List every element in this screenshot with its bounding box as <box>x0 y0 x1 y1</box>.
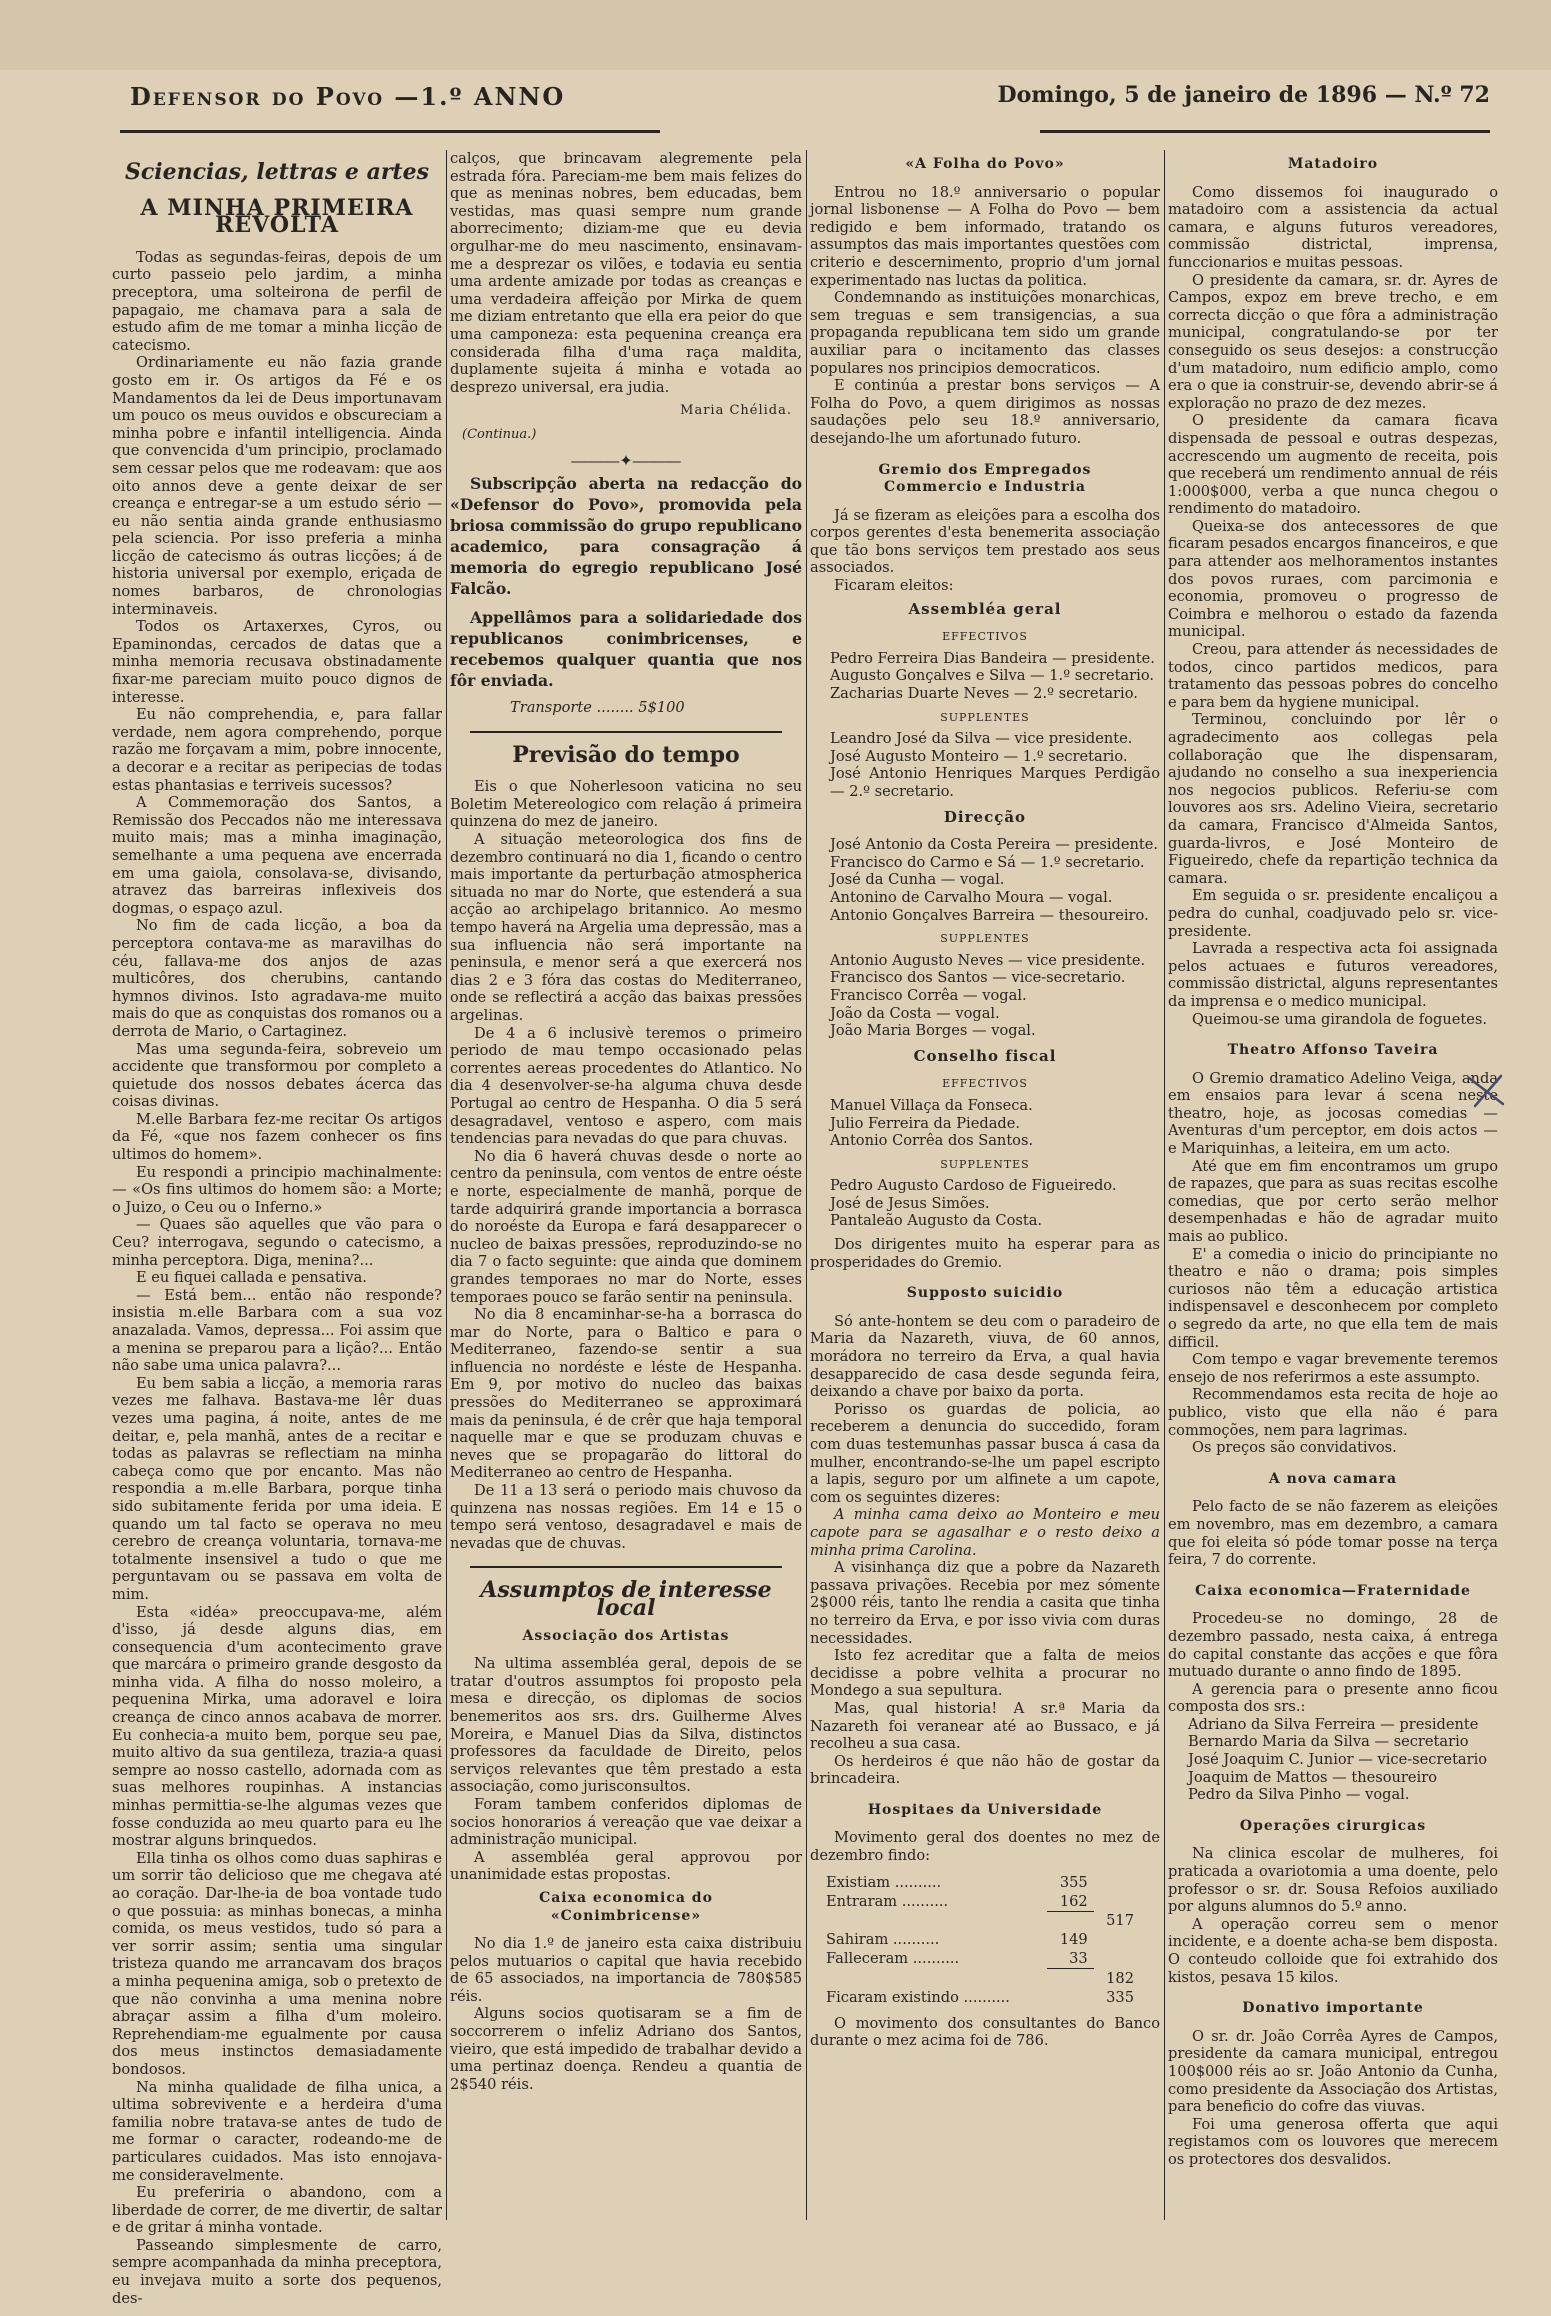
paragraph: Mas uma segunda-feira, sobreveio um accidente que transformou por completo a quietude dos nossos debates ácerca das coisas divinas. <box>112 1040 442 1111</box>
paragraph: Movimento geral dos doentes no mez de dezembro findo: <box>810 1829 1160 1865</box>
table-cell <box>1094 1949 1140 1969</box>
matadoiro-title: Matadoiro <box>1287 156 1379 172</box>
paragraph: Eis o que Noherlesoon vaticina no seu Boletim Metereologico com relação á primeira quinzena do mez de janeiro. <box>450 778 802 831</box>
names-list <box>1168 1716 1498 1804</box>
paragraph: A operação correu sem o menor incidente, e a doente acha-se bem disposta. O conteudo colloide que foi extrahido dos kistos, pesava 15 kilos. <box>1168 1915 1498 1986</box>
table-cell: Entraram .......... <box>826 1892 949 1910</box>
list-item: Antonio Gonçalves Barreira — thesoureiro. <box>830 906 1149 924</box>
paragraph: Condemnando as instituições monarchicas, sem treguas e sem transigencias, a sua propaganda republicana tem sido um grande auxiliar para o incitamento das classes populares nos principios democraticos. <box>810 289 1160 377</box>
table-cell <box>1047 1988 1093 2007</box>
newspaper-title: Defensor do Povo —1.º ANNO <box>130 82 566 111</box>
table-cell <box>1094 1892 1140 1912</box>
list-item: Francisco do Carmo e Sá — 1.º secretario. <box>830 853 1145 871</box>
conselho-heading: Conselho fiscal <box>913 1046 1057 1065</box>
table-cell: 33 <box>1047 1949 1093 1969</box>
supplentes-label: SUPPLENTES <box>940 1157 1030 1171</box>
table-cell: Existiam .......... <box>826 1873 942 1891</box>
paragraph: Procedeu-se no domingo, 28 de dezembro passado, nesta caixa, á entrega do capital constante das acções e que fôra mutuado durante o anno findo de 1895. <box>1168 1610 1498 1681</box>
operacoes-title: Operações cirurgicas <box>1239 1817 1427 1834</box>
interest-title: Assumptos de interesse local <box>480 1577 772 1621</box>
column-4 <box>1168 150 1498 2230</box>
gremio-title <box>810 462 1160 497</box>
paragraph: Os herdeiros é que não hão de gostar da brincadeira. <box>810 1752 1160 1788</box>
list-item: José Antonio Henriques Marques Perdigão — 2.º secretario. <box>830 765 1160 800</box>
paragraph: E continúa a prestar bons serviços — A Folha do Povo, a quem dirigimos as nossas saudações pelo seu 18.º anniversario, desejando-lhe um afortunado futuro. <box>810 377 1160 447</box>
paragraph: Terminou, concluindo por lêr o agradecimento aos collegas pela collaboração que lhe dispensaram, ajudando no conselho a sua inexperiencia nos negocios publicos. Referiu-se com louvores aos srs. Adelino Vieira, secretario da camara, Francisco d'Almeida Santos, guarda-livros, e José Monteiro de Figueiredo, chefe da repartição technica da camara. <box>1168 711 1498 887</box>
paragraph: A assembléa geral approvou por unanimidade estas propostas. <box>450 1848 802 1884</box>
names-list <box>810 952 1160 1040</box>
paragraph: De 4 a 6 inclusivè teremos o primeiro periodo de mau tempo occasionado pelas correntes aereas procedentes do Atlantico. No dia 4 desenvolver-se-ha alguma chuva desde Portugal ao centro de Hespanha. O dia 5 será desagradavel, ventoso e aspero, com mais tendencias para nevadas do que para chuvas. <box>450 1024 802 1148</box>
folha-title: «A Folha do Povo» <box>905 156 1065 172</box>
caixa-title-line1: Caixa economica do <box>539 1889 713 1906</box>
notice-paragraph: Subscripção aberta na redacção do «Defensor do Povo», promovida pela briosa commissão do grupo republicano academico, para consagração á memoria do egregio republicano José Falcão. <box>450 474 802 599</box>
divider <box>470 1566 782 1568</box>
donativo-title: Donativo importante <box>1242 2000 1424 2017</box>
list-item: Antonino de Carvalho Moura — vogal. <box>830 888 1113 906</box>
paragraph: De 11 a 13 será o periodo mais chuvoso da quinzena nas nossas regiões. Em 14 e 15 o tempo será ventoso, desagradavel e mais de nevadas que de chuvas. <box>450 1482 802 1552</box>
header-rule-right <box>1040 130 1490 133</box>
list-item: João da Costa — vogal. <box>830 1004 1000 1022</box>
paragraph: A visinhança diz que a pobre da Nazareth passava privações. Recebia por mez sómente 2$000 réis, tanto lhe rendia a casita que tinha no terreiro da Erva, e por isso vivia com duras necessidades. <box>810 1559 1160 1647</box>
artistas-title: Associação dos Artistas <box>522 1627 730 1644</box>
list-item: João Maria Borges — vogal. <box>830 1022 1036 1040</box>
table-cell <box>1094 1930 1140 1949</box>
masthead <box>130 82 1490 122</box>
supplentes-label: SUPPLENTES <box>940 932 1030 946</box>
table-row <box>820 1873 1140 1892</box>
list-item: Augusto Gonçalves e Silva — 1.º secretario. <box>830 667 1154 685</box>
section-title: Sciencias, lettras e artes <box>125 159 429 185</box>
subscription-notice <box>450 473 802 691</box>
gremio-title-line2: Commercio e Industria <box>883 479 1087 496</box>
paragraph: Queixa-se dos antecessores de que ficaram pesados encargos financeiros, e que para attender aos melhoramentos instantes dos povos ruraes, com parcimonia e economia, promoveu o progresso de Coimbra e melhorou o estado da fazenda municipal. <box>1168 517 1498 641</box>
list-item: Joaquim de Mattos — thesoureiro <box>1188 1768 1437 1786</box>
list-item: Pantaleão Augusto da Costa. <box>830 1212 1043 1230</box>
paragraph: Eu bem sabia a licção, a memoria raras vezes me falhava. Bastava-me lêr duas vezes uma pagina, á noite, antes de me deitar, e, pela manhã, antes de a recitar e todas as palavras se reflectiam na minha cabeça como que por encanto. Mas não respondia a m.elle Barbara, porque tinha sido subitamente ferida por uma ideia. E quando um tal facto se operava no meu cerebro de creança voluntaria, tornava-me totalmente insensivel a tudo o que me perguntavam ou se passava em volta de mim. <box>112 1374 442 1603</box>
paragraph: No dia 1.º de janeiro esta caixa distribuiu pelos mutuarios o capital que havia recebido de 65 associados, na importancia de 780$585 réis. <box>450 1935 802 2005</box>
paragraph: Na clinica escolar de mulheres, foi praticada a ovariotomia a uma doente, pelo professor o sr. dr. Sousa Refoios auxiliado por alguns alumnos do 5.º anno. <box>1168 1845 1498 1916</box>
transporte-value: 5$100 <box>638 699 685 717</box>
list-item: José Joaquim C. Junior — vice-secretario <box>1188 1751 1488 1769</box>
list-item: Pedro Augusto Cardoso de Figueiredo. <box>830 1177 1117 1195</box>
list-item: Adriano da Silva Ferreira — presidente <box>1188 1715 1479 1733</box>
paragraph: Foi uma generosa offerta que aqui registamos com os louvores que merecem os protectores dos desvalidos. <box>1168 2115 1498 2168</box>
table-cell: Ficaram existindo .......... <box>826 1988 1010 2006</box>
paragraph: No dia 8 encaminhar-se-ha a borrasca do mar do Norte, para o Baltico e para o Mediterraneo, fazendo-se sentir a sua influencia no nordéste e léste de Hespanha. Em 9, por motivo do nucleo das baixas pressões do Mediterraneo se approximará mais da peninsula, é de crêr que haja temporal naquelle mar e que se produzam chuvas e neves que se propagarão do littoral do Mediterraneo ao centro de Hespanha. <box>450 1306 802 1482</box>
column-1 <box>112 150 442 2307</box>
hospital-table <box>820 1873 1140 2007</box>
paragraph: Como dissemos foi inaugurado o matadoiro com a assistencia da actual camara, e alguns futuros vereadores, commissão districtal, imprensa, funccionarios e muitas pessoas. <box>1168 183 1498 271</box>
column-3 <box>810 150 1160 2230</box>
paragraph: Ficaram eleitos: <box>834 577 954 595</box>
paragraph: E eu fiquei callada e pensativa. <box>136 1269 367 1287</box>
paragraph: Os preços são convidativos. <box>1192 1439 1397 1457</box>
paragraph: No fim de cada licção, a boa da perceptora contava-me as maravilhas do céu, fallava-me dos anjos de azas multicôres, dos cherubins, cantando hymnos divinos. Isto agradava-me muito mais do que as conquistas dos romanos ou a derrota de Mario, o Cartaginez. <box>112 917 442 1040</box>
paragraph: E' a comedia o inicio do principiante no theatro e não o drama; pois simples curiosos não têm a educação artistica indispensavel e desconhecem por completo o segredo da arte, no que ella tem de mais difficil. <box>1168 1245 1498 1351</box>
list-item: Bernardo Maria da Silva — secretario <box>1188 1733 1469 1751</box>
paragraph: A minha cama deixo ao Monteiro e meu capote para se agasalhar e o resto deixo a minha prima Carolina. <box>810 1506 1160 1559</box>
list-item: Leandro José da Silva — vice presidente. <box>830 730 1133 748</box>
paragraph: Só ante-hontem se deu com o paradeiro de Maria da Nazareth, viuva, de 60 annos, morádora no terreiro da Erva, a qual havia desapparecido de casa desde segunda feira, deixando a chave por baixo da porta. <box>810 1312 1160 1401</box>
direccao-heading: Direcção <box>943 807 1027 826</box>
table-row <box>820 1892 1140 1912</box>
paragraph: Com tempo e vagar brevemente teremos ensejo de nos referirmos a este assumpto. <box>1168 1351 1498 1386</box>
gremio-title-line1: Gremio dos Empregados <box>878 461 1092 478</box>
names-list <box>810 1177 1160 1230</box>
names-list <box>810 730 1160 800</box>
paragraph: Eu não comprehendia, e, para fallar verdade, nem agora comprehendo, porque razão me forçavam a mim, pobre innocente, a decorar e a recitar as peripecias de todas estas phantasias e terriveis sucessos? <box>112 706 442 794</box>
list-item: Antonio Corrêa dos Santos. <box>830 1132 1034 1150</box>
paragraph: Porisso os guardas de policia, ao receberem a denuncia do succedido, foram com duas testemunhas passar busca á casa da mulher, encontrando-se-lhe um papel escripto a lapis, seguro por um alfinete a um capote, com os seguintes dizeres: <box>810 1400 1160 1506</box>
table-cell: 335 <box>1106 1988 1134 2006</box>
paragraph: A gerencia para o presente anno ficou composta dos srs.: <box>1168 1680 1498 1716</box>
weather-title: Previsão do tempo <box>512 741 740 768</box>
paragraph: Até que em fim encontramos um grupo de rapazes, que para as suas recitas escolhe comedias, que por certo serão melhor desempenhadas e hão de agradar muito mais ao publico. <box>1168 1157 1498 1246</box>
paragraph: Dos dirigentes muito ha esperar para as prosperidades do Gremio. <box>810 1236 1160 1271</box>
notice-paragraph: Appellâmos para a solidariedade dos republicanos conimbricenses, e recebemos qualquer quantia que nos fôr enviada. <box>450 608 802 691</box>
caixa-title <box>450 1890 802 1925</box>
camara-title: A nova camara <box>1268 1470 1398 1487</box>
names-list <box>810 836 1160 924</box>
list-item: José da Cunha — vogal. <box>830 871 1005 889</box>
paragraph: Isto fez acreditar que a falta de meios decidisse a pobre velhita a procurar no Mondego a sua sepultura. <box>810 1647 1160 1700</box>
column-rule-2 <box>806 150 807 2220</box>
assembleia-heading: Assembléa geral <box>908 599 1062 618</box>
paragraph: calços, que brincavam alegremente pela estrada fóra. Pareciam-me bem mais felizes do que as meninas nobres, bem educadas, bem vestidas, mas quasi sempre num grande aborrecimento; diziam-me que eu devia orgulhar-me do meu nascimento, ensinavam-me a desprezar os vilões, e todavia eu sentia uma ardente amizade por todas as creanças e uma verdadeira affeição por Mirka de quem me diziam entretanto que ella era peior do que uma camponeza: esta pequenina creança era considerada filha d'uma raça maldita, duplamente sujeita á minha e votada ao desprezo universal, era judia. <box>450 150 802 396</box>
table-cell: Sahiram .......... <box>826 1931 940 1949</box>
paragraph: A situação meteorologica dos fins de dezembro continuará no dia 1, ficando o centro mais importante da perturbação atmospherica situada no mar do Norte, que estenderá a sua acção ao archipelago britannico. Ao mesmo tempo haverá na Argelia uma depressão, mas a sua influencia não será importante na peninsula, e menor será a que exercerá nos dias 2 e 3 fóra das costas do Mediterraneo, onde se reflectirá a acção das baixas pressões argelinas. <box>450 831 802 1024</box>
paragraph: O movimento dos consultantes do Banco durante o mez acima foi de 786. <box>810 2014 1160 2050</box>
paragraph: Já se fizeram as eleições para a escolha dos corpos gerentes d'esta benemerita associação que tão bons serviços tem prestado aos seus associados. <box>810 506 1160 577</box>
list-item: Antonio Augusto Neves — vice presidente. <box>830 951 1146 969</box>
table-row <box>820 1930 1140 1949</box>
paragraph: Eu preferiria o abandono, com a liberdade de correr, de me divertir, de saltar e de gritar á minha vontade. <box>112 2184 442 2237</box>
paragraph: O Gremio dramatico Adelino Veiga, anda em ensaios para levar á scena neste theatro, hoje, as jocosas comedias — Aventuras d'um perceptor, em dois actos — e Mariquinhas, a leiteira, em um acto. <box>1168 1069 1498 1158</box>
paragraph: Todos os Artaxerxes, Cyros, ou Epaminondas, cercados de datas que a minha memoria recusava obstinadamente fixar-me pareciam muito pouco dignos de interesse. <box>112 618 442 706</box>
paragraph: O presidente da camara, sr. dr. Ayres de Campos, expoz em breve trecho, e em correcta dicção o que fôra a administração municipal, congratulando-se por ter conseguido os seus desejos: a construcção d'um matadoiro, num edificio amplo, como era o que ia construir-se, devendo abrir-se á exploração no prazo de dez mezes. <box>1168 271 1498 412</box>
transporte-line: Transporte ........ 5$100 <box>510 699 685 717</box>
names-list <box>810 1097 1160 1150</box>
column-rule-3 <box>1164 150 1165 2220</box>
paragraph: Mas, qual historia! A sr.ª Maria da Nazareth foi veranear até ao Bussaco, e já recolheu a sua casa. <box>810 1699 1160 1753</box>
paragraph: M.elle Barbara fez-me recitar Os artigos da Fé, «que nos fazem conhecer os fins ultimos do homem». <box>112 1110 442 1164</box>
article-title: A MINHA PRIMEIRA REVOLTA <box>140 194 414 239</box>
paragraph: — Quaes são aquelles que vão para o Ceu? interrogava, segundo o catecismo, a minha perceptora. Diga, menina?... <box>112 1216 442 1269</box>
table-cell: 182 <box>1106 1969 1134 1987</box>
paragraph: Todas as segundas-feiras, depois de um curto passeio pelo jardim, a minha preceptora, uma solteirona de perfil de papagaio, me chamava para a sala de estudo afim de me tomar a minha licção de catecismo. <box>112 248 442 354</box>
column-rule-1 <box>446 150 447 2220</box>
names-list <box>810 650 1160 703</box>
ornament-divider: ―――✦――― <box>571 450 681 470</box>
paragraph: Foram tambem conferidos diplomas de socios honorarios á vereação que vae deixar a administração municipal. <box>450 1795 802 1849</box>
paper-stain <box>0 0 1551 70</box>
list-item: José Antonio da Costa Pereira — presidente. <box>830 836 1159 854</box>
transporte-label: Transporte <box>510 699 592 717</box>
hosp-title: Hospitaes da Universidade <box>867 1801 1103 1818</box>
table-cell <box>1047 1911 1093 1930</box>
table-cell: 355 <box>1059 1873 1088 1891</box>
list-item: Francisco dos Santos — vice-secretario. <box>830 969 1126 987</box>
list-item: Pedro Ferreira Dias Bandeira — presidente. <box>830 649 1155 667</box>
paragraph: Creou, para attender ás necessidades de todos, cinco partidos medicos, para tratamento das pessoas pobres do concelho e para bem da hygiene municipal. <box>1168 641 1498 711</box>
table-row <box>820 1988 1140 2007</box>
list-item: Julio Ferreira da Piedade. <box>830 1114 1021 1132</box>
efectivos-label: EFFECTIVOS <box>942 1077 1028 1091</box>
table-cell: Falleceram .......... <box>826 1950 960 1968</box>
paragraph: Em seguida o sr. presidente encaliçou a pedra do cunhal, coadjuvado pelo sr. vice-presidente. <box>1168 887 1498 940</box>
paragraph: Pelo facto de se não fazerem as eleições em novembro, mas em dezembro, a camara que foi eleita só póde tomar posse na terça feira, 7 do corrente. <box>1168 1498 1498 1569</box>
efectivos-label: EFFECTIVOS <box>942 630 1028 644</box>
paragraph: A Commemoração dos Santos, a Remissão dos Peccados não me interessava muito mais; mas a minha imaginação, semelhante a uma pequena ave encerrada em uma gaiola, consolava-se, divisando, atravez das barreiras inflexiveis dos dogmas, o espaço azul. <box>112 794 442 917</box>
table-cell: 149 <box>1059 1931 1088 1949</box>
table-cell <box>1094 1873 1140 1892</box>
paragraph: — Está bem... então não responde? insistia m.elle Barbara com a sua voz anazalada. Vamos, depressa... Foi assim que a menina se preparou para a lição?... Então não sabe uma unica palavra?... <box>112 1286 442 1375</box>
paragraph: Lavrada a respectiva acta foi assignada pelos actuaes e futuros vereadores, commissão districtal, alguns representantes da imprensa e o medico municipal. <box>1168 940 1498 1010</box>
table-cell <box>820 1969 1047 1988</box>
table-row <box>820 1911 1140 1930</box>
paragraph: Ella tinha os olhos como duas saphiras e um sorrir tão delicioso que me chegava até ao coração. Dar-lhe-ia de boa vontade tudo o que possuia: as minhas bonecas, a minha comida, os meus vestidos, tudo só para a ver sorrir assim; sentia uma singular tristeza quando me arrancavam dos braços a minha pequenina amiga, sob o pretexto de que não convinha a uma menina nobre abraçar assim a filha d'um moleiro. Reprehendiam-me egualmente por causa dos meus instinctos demasiadamente bondosos. <box>112 1849 442 2078</box>
paragraph: Esta «idéa» preoccupava-me, além d'isso, já desde alguns dias, em consequencia d'um acontecimento grave que marcára o primeiro grande desgosto da minha vida. A filha do nosso moleiro, a pequenina Mirka, uma adoravel e loira creança de cinco annos acabava de morrer. Eu conhecia-a muito bem, porque seu pae, muito altivo da sua gentileza, trazia-a quasi sempre ao nosso castello, adornada com as suas melhores roupinhas. A instancias minhas permittia-se-lhe algumas vezes que fosse conduzida ao meu quarto para eu lhe mostrar alguns brinquedos. <box>112 1603 442 1850</box>
theatro-title: Theatro Affonso Taveira <box>1227 1042 1439 1059</box>
list-item: Manuel Villaça da Fonseca. <box>830 1096 1033 1114</box>
paragraph: Passeando simplesmente de carro, sempre acompanhada da minha preceptora, eu invejava muito a sorte dos pequenos, des- <box>112 2236 442 2307</box>
paragraph: O sr. dr. João Corrêa Ayres de Campos, presidente da camara municipal, entregou 100$000 réis ao sr. João Antonio da Cunha, como presidente da Associação dos Artistas, para beneficio do cofre das viuvas. <box>1168 2027 1498 2116</box>
paragraph: No dia 6 haverá chuvas desde o norte ao centro da peninsula, com ventos de entre oéste e norte, especialmente de manhã, porque de tarde adquirirá grande importancia a borrasca do noroéste da Europa e fará desapparecer o nucleo de baixas pressões, reproduzindo-se no dia 7 o facto seguinte: que ainda que dominem grandes temporaes no mar do Norte, esses temporaes pouco se farão sentir na peninsula. <box>450 1147 802 1306</box>
issue-date: Domingo, 5 de janeiro de 1896 — N.º 72 <box>997 82 1490 108</box>
header-rule-left <box>120 130 660 133</box>
paragraph: Na minha qualidade de filha unica, a ultima sobrevivente e a herdeira d'uma familia nobre tratava-se antes de tudo de me formar o caracter, rodeando-me de particulares cuidados. Mas isto ennojava-me consideravelmente. <box>112 2078 442 2184</box>
list-item: José Augusto Monteiro — 1.º secretario. <box>830 747 1128 765</box>
list-item: Zacharias Duarte Neves — 2.º secretario. <box>830 685 1138 703</box>
list-item: Pedro da Silva Pinho — vogal. <box>1188 1786 1410 1804</box>
table-row <box>820 1969 1140 1988</box>
paragraph: Na ultima assembléa geral, depois de se tratar d'outros assumptos foi proposto pela mesa e direcção, os diplomas de socios benemeritos aos srs. drs. Guilherme Alves Moreira, e Manuel Dias da Silva, distinctos professores da faculdade de Direito, pelos serviços relevantes que têm prestado a esta associação, como jurisconsultos. <box>450 1655 802 1796</box>
fraternidade-title: Caixa economica—Fraternidade <box>1195 1582 1471 1599</box>
continua-note: (Continua.) <box>462 426 537 442</box>
table-cell <box>820 1911 1047 1930</box>
divider <box>470 731 782 733</box>
paragraph: Alguns socios quotisaram se a fim de soccorrerem o infeliz Adriano dos Santos, vieiro, que está impedido de trabalhar devido a uma pertinaz doença. Rendeu a quantia de 2$540 réis. <box>450 2005 802 2093</box>
paragraph: Ordinariamente eu não fazia grande gosto em ir. Os artigos da Fé e os Mandamentos da lei de Deus importunavam um pouco os meus ouvidos e obscureciam a minha pobre e infantil intelligencia. Ainda que convencida d'um principio, proclamado sem cessar pelos que me rodeavam: que aos oito annos deve a gente deixar de ser creança e entregar-se a um estudo sério — eu não sentia ainda grande enthusiasmo pela sciencia. Por isso preferia a minha licção de catecismo ás outras licções; á de historia universal por exemplo, eriçada de nomes barbaros, de chronologias interminaveis. <box>112 354 442 618</box>
paragraph: Eu respondi a principio machinalmente: — «Os fins ultimos do homem são: a Morte; o Juizo, o Ceu ou o Inferno.» <box>112 1163 442 1216</box>
paragraph: Recommendamos esta recita de hoje ao publico, visto que ella não é para commoções, nem para lagrimas. <box>1168 1386 1498 1439</box>
pencil-mark-icon <box>1465 1072 1509 1110</box>
caixa-title-line2: «Conimbricense» <box>550 1907 702 1924</box>
table-cell: 517 <box>1106 1912 1134 1930</box>
table-cell: 162 <box>1047 1892 1093 1912</box>
article-body <box>112 249 442 2307</box>
table-row <box>820 1949 1140 1969</box>
signature: Maria Chélida. <box>680 403 792 419</box>
column-2 <box>450 150 802 2230</box>
paragraph: Entrou no 18.º anniversario o popular jornal lisbonense — A Folha do Povo — bem redigido e bem informado, tratando os assumptos das mais importantes questões com criterio e descernimento, proprio d'um jornal experimentado nas luctas da politica. <box>810 183 1160 289</box>
list-item: Francisco Corrêa — vogal. <box>830 986 1027 1004</box>
table-cell <box>1047 1969 1093 1988</box>
suicidio-title: Supposto suicidio <box>906 1285 1064 1302</box>
supplentes-label: SUPPLENTES <box>940 710 1030 724</box>
list-item: José de Jesus Simões. <box>830 1194 990 1212</box>
paragraph: O presidente da camara ficava dispensada de pessoal e outras despezas, accrescendo um augmento de receita, pois que receberá um rendimento annual de réis 1:000$000, verba a que nunca chegou o rendimento do matadoiro. <box>1168 412 1498 518</box>
paragraph: Queimou-se uma girandola de foguetes. <box>1192 1010 1487 1028</box>
